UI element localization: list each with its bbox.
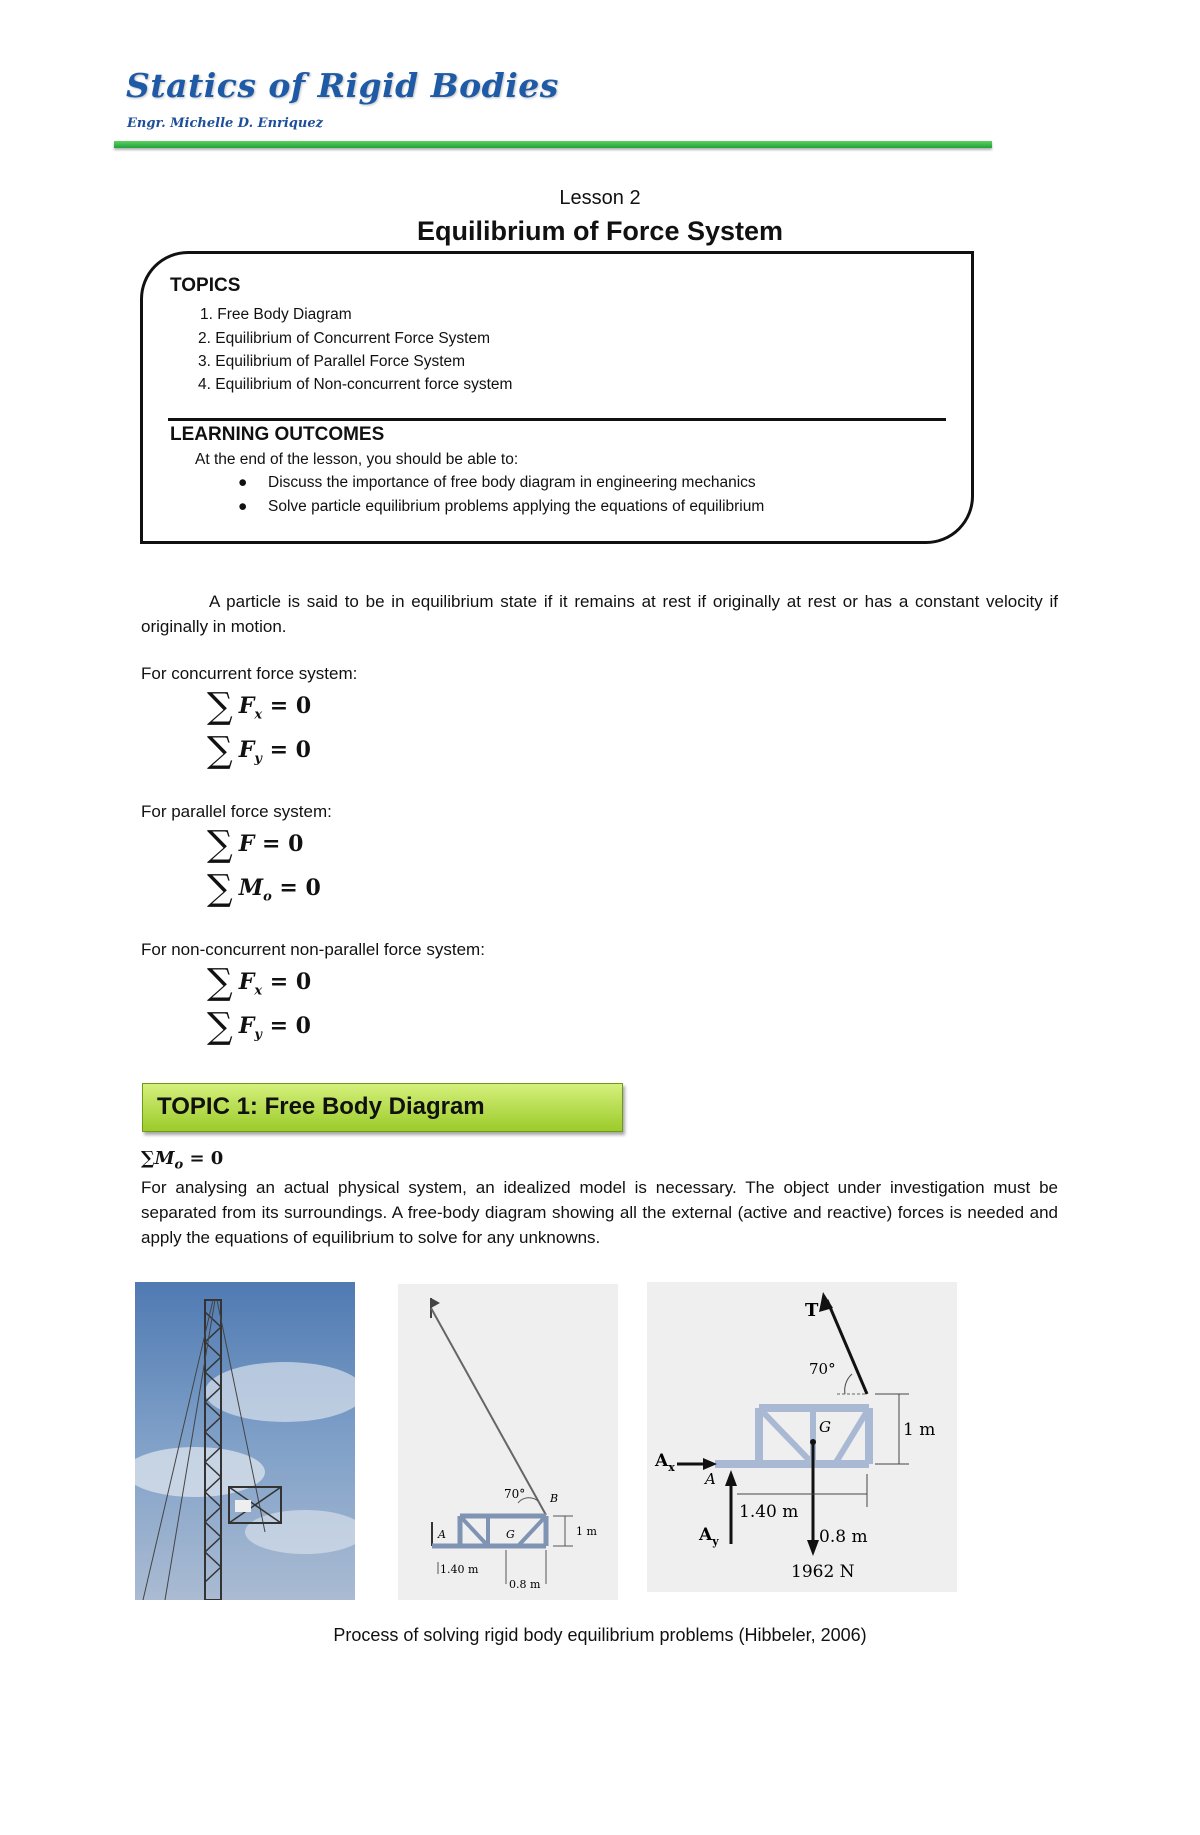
equation-sum-mo: ∑ $M_o = 0$ [207, 868, 321, 909]
dim-height-label: 1 m [576, 1525, 597, 1538]
fbd-dim-a-label: 1.40 m [739, 1502, 799, 1522]
topic-1-title: TOPIC 1: Free Body Diagram [157, 1093, 485, 1120]
equation-sum-fy: ∑ $F_y = 0$ [207, 730, 311, 771]
point-g-label: G [506, 1528, 515, 1541]
topic-item: 2. Equilibrium of Concurrent Force System [198, 330, 491, 347]
brand-author: Engr. Michelle D. Enriquez [127, 116, 324, 131]
fbd-dim-height-label: 1 m [903, 1420, 936, 1440]
dim-a-label: 1.40 m [440, 1563, 479, 1576]
angle-label: 70° [504, 1487, 526, 1501]
dim-b-label: 0.8 m [509, 1578, 541, 1591]
equation-sum-mo-inline: $\sum M_o = 0$ [141, 1148, 224, 1173]
outcome-item: Discuss the importance of free body diagram in engineering mechanics [268, 474, 756, 491]
outcome-item: Solve particle equilibrium problems applying the equations of equilibrium [268, 498, 765, 515]
crane-photo [135, 1282, 355, 1600]
concurrent-label: For concurrent force system: [141, 664, 358, 683]
topic-item: 3. Equilibrium of Parallel Force System [198, 353, 466, 370]
equation-sum-fx: ∑ $F_x = 0$ [207, 686, 312, 727]
point-a-label: A [438, 1528, 446, 1541]
brand-title: Statics of Rigid Bodies [126, 66, 559, 105]
equation-sum-f: ∑ F = 0 [207, 824, 304, 865]
topic-item: 1. Free Body Diagram [200, 306, 352, 323]
bullet-icon: ● [238, 498, 248, 515]
idealized-model-diagram [398, 1284, 618, 1600]
fbd-dim-b-label: 0.8 m [819, 1527, 868, 1547]
header-divider [114, 141, 992, 148]
ax-label: $A_x$ [655, 1451, 675, 1474]
topic-item: 4. Equilibrium of Non-concurrent force system [198, 376, 513, 393]
figure-caption: Process of solving rigid body equilibrium problems (Hibbeler, 2006) [333, 1625, 867, 1645]
topics-heading: TOPICS [170, 275, 241, 296]
tension-label: T [805, 1300, 819, 1321]
fbd-point-g-label: G [819, 1418, 831, 1436]
parallel-label: For parallel force system: [141, 802, 332, 821]
outcomes-intro: At the end of the lesson, you should be able to: [195, 451, 519, 468]
lesson-title: Equilibrium of Force System [416, 216, 784, 246]
outcomes-heading: LEARNING OUTCOMES [170, 424, 385, 445]
box-divider [168, 418, 946, 421]
lesson-number: Lesson 2 [559, 187, 641, 209]
fbd-angle-label: 70° [809, 1360, 836, 1378]
nonconcurrent-label: For non-concurrent non-parallel force system: [141, 940, 485, 959]
fbd-point-a-label: A [705, 1470, 716, 1488]
intro-paragraph: A particle is said to be in equilibrium state if it remains at rest if originally at rest or has a constant velocity if originally in motion. [141, 592, 1058, 636]
point-b-label: B [550, 1492, 559, 1505]
equation-sum-fy: ∑ $F_y = 0$ [207, 1006, 311, 1047]
bullet-icon: ● [238, 474, 248, 491]
ay-label: $A_y$ [699, 1525, 719, 1548]
topic-1-paragraph: For analysing an actual physical system, an idealized model is necessary. The object under investigation must be separated from its surroundings. A free-body diagram showing all the external (active and reactive) forces is needed and apply the equations of equilibrium to solve for any unknowns. [141, 1178, 1058, 1247]
free-body-diagram [647, 1282, 957, 1592]
equation-sum-fx: ∑ $F_x = 0$ [207, 962, 312, 1003]
topic-1-bar [142, 1083, 623, 1132]
weight-label: 1962 N [791, 1562, 855, 1582]
